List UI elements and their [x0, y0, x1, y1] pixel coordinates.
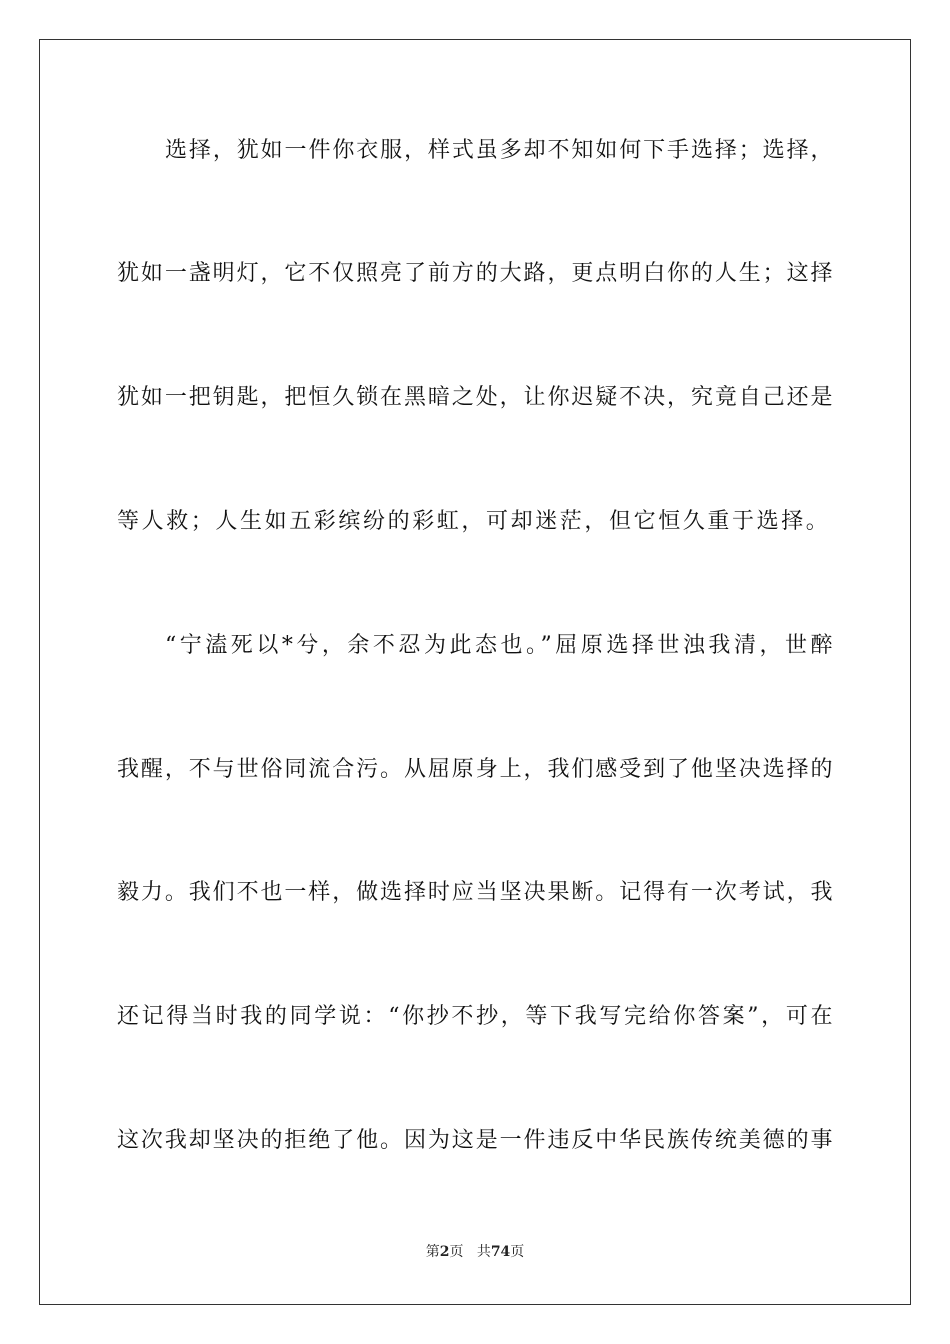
total-pages: 74: [490, 1244, 511, 1260]
total-suffix: 页: [510, 1244, 525, 1260]
paragraph-2-line-1: “宁溘死以*兮，余不忍为此态也。”屈原选择世浊我清，世醉: [165, 633, 833, 658]
paragraph-2-line-2: 我醒，不与世俗同流合污。从屈原身上，我们感受到了他坚决选择的: [117, 757, 833, 782]
paragraph-1-line-4: 等人救；人生如五彩缤纷的彩虹，可却迷茫，但它恒久重于选择。: [117, 509, 831, 534]
paragraph-2-line-3: 毅力。我们不也一样，做选择时应当坚决果断。记得有一次考试，我: [117, 880, 833, 905]
page-number: 2: [439, 1244, 450, 1260]
paragraph-2-line-4: 还记得当时我的同学说：“你抄不抄，等下我写完给你答案”，可在: [117, 1004, 833, 1029]
total-prefix: 共: [476, 1244, 491, 1260]
page-footer: [0, 1241, 950, 1261]
paragraph-1-line-2: 犹如一盏明灯，它不仅照亮了前方的大路，更点明白你的人生；这择: [117, 261, 833, 286]
page-border: [39, 39, 911, 1305]
paragraph-2-line-5: 这次我却坚决的拒绝了他。因为这是一件违反中华民族传统美德的事: [117, 1128, 833, 1153]
page-suffix: 页: [449, 1244, 464, 1260]
page-prefix: 第: [425, 1244, 440, 1260]
paragraph-1-line-3: 犹如一把钥匙，把恒久锁在黑暗之处，让你迟疑不决，究竟自己还是: [117, 385, 833, 410]
paragraph-1-line-1: 选择，犹如一件你衣服，样式虽多却不知如何下手选择；选择，: [165, 138, 833, 163]
